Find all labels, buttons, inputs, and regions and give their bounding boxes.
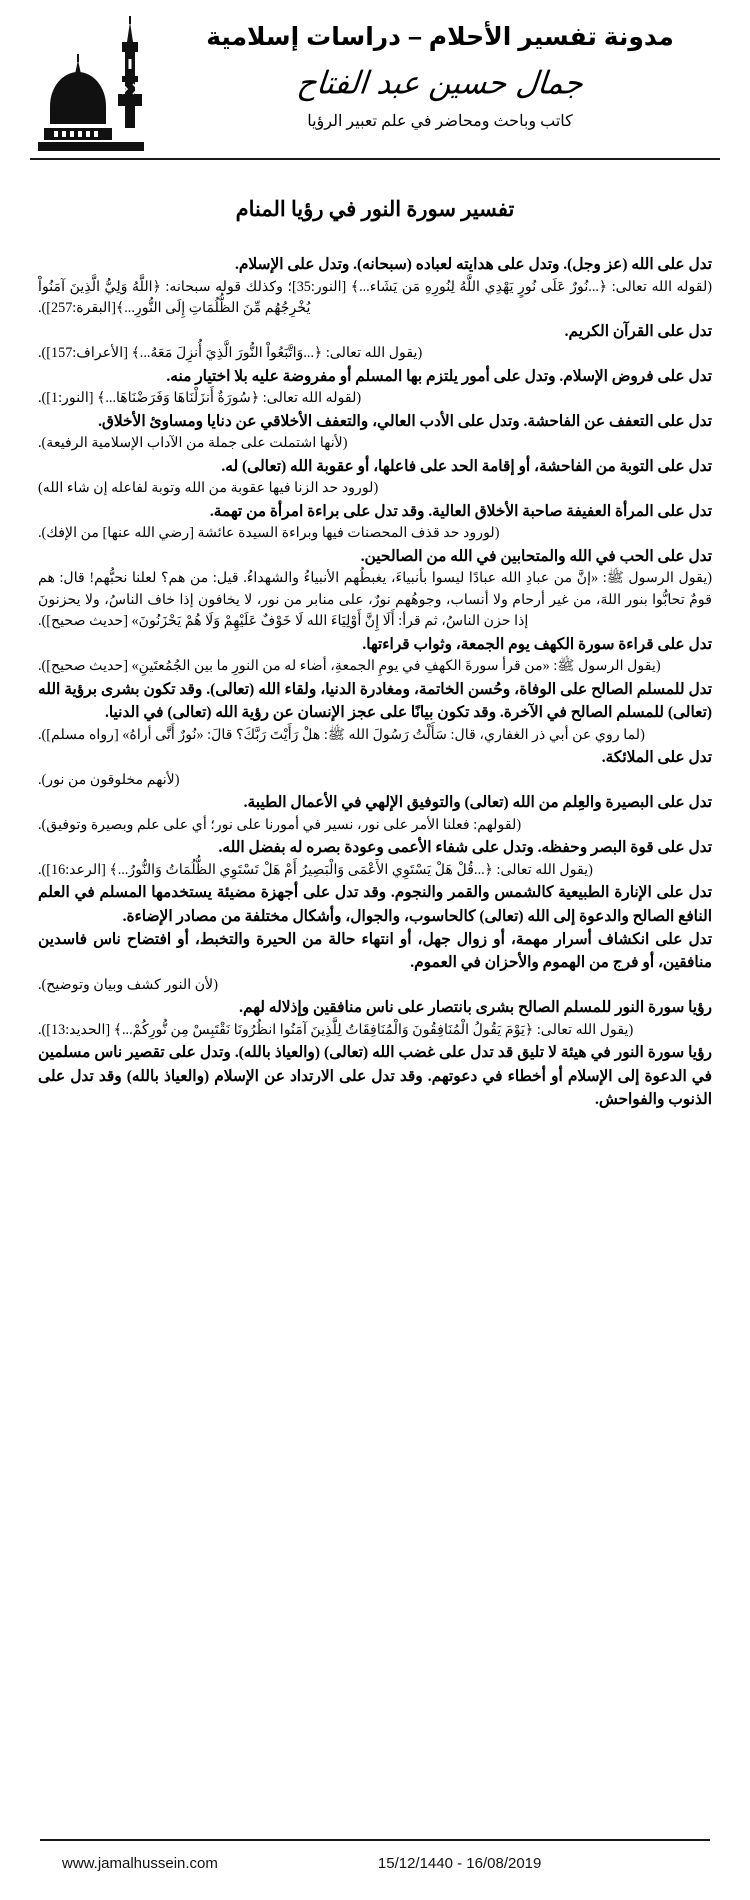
footer-date: 15/12/1440 - 16/08/2019 [377, 1855, 542, 1872]
site-masthead [26, 0, 724, 150]
evidence-note: (يقول الله تعالى: ﴿...وَاتَّبَعُواْ النُّورَ الَّذِيَ أُنزِلَ مَعَهُ...﴾ [الأعراف:157]). [38, 345, 423, 362]
interpretation-statement: تدل على انكشاف أسرار مهمة، أو زوال جهل، أو انتهاء حالة من الحيرة والتخبط، أو افتضاح ناس فاسدين منافقين، أو فرج من الهموم والأحزان في العموم. [38, 931, 712, 972]
evidence-note: (لقوله الله تعالى: ﴿سُورَةٌ أَنزَلْنَاهَا وَفَرَضْنَاهَا...﴾ [النور:1]). [38, 390, 362, 407]
evidence-note: (يقول الله تعالى: ﴿...قُلْ هَلْ يَسْتَوِي الأَعْمَى وَالْبَصِيرُ أَمْ هَلْ تَسْتَوِي الظُّلُمَاتُ وَالنُّورُ...﴾ [الرعد:16]). [38, 861, 593, 878]
interpretation-statement: رؤيا سورة النور في هيئة لا تليق قد تدل على غضب الله (تعالى) (والعياذ بالله). وتدل على تقصير ناس مسلمين في الدعوة إلى الإسلام أو أخطاء في دعوتهم. وقد تدل على الارتداد عن الإسلام (والعياذ بالله) وقد تدل على الذنوب والفواحش. [38, 1044, 712, 1109]
mosque-dome-minaret-icon [30, 14, 152, 154]
masthead-text-block [152, 14, 724, 131]
evidence-note: (يقول الرسول ﷺ: «من قرأ سورةَ الكهفِ في يومِ الجمعةِ، أضاء له من النورِ ما بين الجُمُعتَينِ» [حديث صحيح]). [38, 658, 661, 675]
interpretation-statement: تدل على الملائكة. [601, 749, 712, 767]
evidence-note: (لأنهم مخلوقون من نور). [38, 771, 180, 788]
author-signature: جمال حسين عبد الفتاح [295, 65, 585, 103]
footer-site-url[interactable]: www.jamalhussein.com [62, 1855, 218, 1872]
footer-divider [40, 1839, 710, 1841]
evidence-note: (لورود حد الزنا فيها عقوبة من الله وتوبة لفاعله إن شاء الله) [38, 480, 379, 497]
interpretation-statement: تدل على فروض الإسلام. وتدل على أمور يلتزم بها المسلم أو مفروضة عليه بلا اختيار منه. [166, 367, 712, 385]
evidence-note: (لقولهم: فعلنا الأمر على نور، نسير في أمورنا على نور؛ أي على علم وبصيرة وتوفيق). [38, 816, 522, 833]
interpretation-statement: تدل على المرأة العفيفة صاحبة الأخلاق العالية. وقد تدل على براءة امرأة من تهمة. [209, 502, 712, 520]
interpretation-statement: تدل على البصيرة والعِلم من الله (تعالى) والتوفيق الإلهي في الأعمال الطيبة. [243, 794, 712, 812]
evidence-note: (يقول الرسول ﷺ: «إنَّ من عبادِ الله عبادًا ليسوا بأنبياءَ، يغبطُهم الأنبياءُ والشهداءُ. قيل: من هم؟ لعلنا نحبُّهم! قال: هم قومٌ تحابُّوا بنور اللهَ، من غير أرحام ولا أنساب، وجوهُهم نورٌ، على منابر من نور، لا يخافون إذا خاف الناسُ، ولا يحزنونَ إذا حزن الناسُ، ثم قرأ: أَلَا إِنَّ أَوْلِيَاءَ الله لَا خَوْفٌ عَلَيْهِمْ وَلَا هُمْ يَحْزَنُونَ» [حديث صحيح]). [38, 570, 712, 630]
evidence-note: (لأنها اشتملت على جملة من الآداب الإسلامية الرفيعة). [38, 435, 348, 452]
page-footer [0, 1839, 750, 1872]
header-divider [30, 158, 720, 160]
interpretation-statement: تدل على قراءة سورة الكهف يوم الجمعة، وثواب قراءتها. [362, 635, 712, 653]
interpretation-statement: تدل على التعفف عن الفاحشة. وتدل على الأدب العالي، والتعفف الأخلاقي عن دنايا ومساوئ الأخلاق. [98, 412, 712, 430]
author-byline: كاتب وباحث ومحاضر في علم تعبير الرؤيا [307, 112, 573, 130]
interpretation-statement: تدل على التوبة من الفاحشة، أو إقامة الحد على فاعلها، أو عقوبة الله (تعالى) له. [221, 457, 712, 475]
evidence-note: (لأن النور كشف وبيان وتوضيح). [38, 976, 218, 993]
interpretation-statement: تدل على قوة البصر وحفظه. وتدل على شفاء الأعمى وعودة بصره له بفضل الله. [218, 839, 712, 857]
interpretation-statement: رؤيا سورة النور للمسلم الصالح بشرى بانتصار على ناس منافقين وإذلاله لهم. [239, 999, 712, 1017]
evidence-note: (يقول الله تعالى: ﴿يَوْمَ يَقُولُ الْمُنَافِقُونَ وَالْمُنَافِقَاتُ لِلَّذِينَ آمَنُوا انظُرُونَا نَقْتَبِسْ مِن نُّورِكُمْ...﴾ [الحديد:13]). [38, 1021, 634, 1038]
mosque-logo [30, 14, 152, 154]
article-body [26, 253, 724, 1111]
interpretation-statement: تدل على الإنارة الطبيعية كالشمس والقمر والنجوم. وقد تدل على أجهزة مضيئة يستخدمها المسلم في العلم النافع الصالح والدعوة إلى الله (تعالى) كالحاسوب، والجوال، وأشكال مختلفة من مصادر الإضاءة. [38, 884, 712, 925]
interpretation-statement: تدل على الحب في الله والمتحابين في الله من الصالحين. [360, 547, 712, 565]
interpretation-statement: تدل للمسلم الصالح على الوفاة، وحُسن الخاتمة، ومغادرة الدنيا، ولقاء الله (تعالى). وقد تكون بشرى برؤية الله (تعالى) للمسلم الصالح في الآخرة. وقد تكون بيانًا على عجز الإنسان عن رؤية الله (تعالى) في الدنيا. [38, 680, 712, 722]
site-title: مدونة تفسير الأحلام – دراسات إسلامية [206, 23, 674, 51]
evidence-note: (لقوله الله تعالى: ﴿...نُورٌ عَلَى نُورٍ يَهْدِي اللَّهُ لِنُورِهِ مَن يَشَاء...﴾ [النور:35]؛ وكذلك قوله سبحانه: ﴿اللَّهُ وَلِيُّ الَّذِينَ آمَنُواْ يُخْرِجُهُم مِّنَ الظُّلُمَاتِ إِلَى النُّورِ...﴾[البقرة:257]). [38, 278, 712, 317]
interpretation-statement: تدل على القرآن الكريم. [564, 322, 712, 340]
page-title: تفسير سورة النور في رؤيا المنام [235, 197, 515, 221]
footer-row [10, 1855, 740, 1872]
interpretation-statement: تدل على الله (عز وجل). وتدل على هدايته لعباده (سبحانه). وتدل على الإسلام. [235, 256, 712, 274]
evidence-note: (لما روي عن أبي ذر الغفاري، قال: سَأَلْتُ رَسُولَ الله ﷺ: هلْ رَأَيْتَ رَبَّكَ؟ قالَ: «نُورٌ أَنَّى أراهُ» [رواه مسلم]). [38, 726, 645, 743]
evidence-note: (لورود حد قذف المحصنات فيها وبراءة السيدة عائشة [رضي الله عنها] من الإفك). [38, 525, 500, 542]
